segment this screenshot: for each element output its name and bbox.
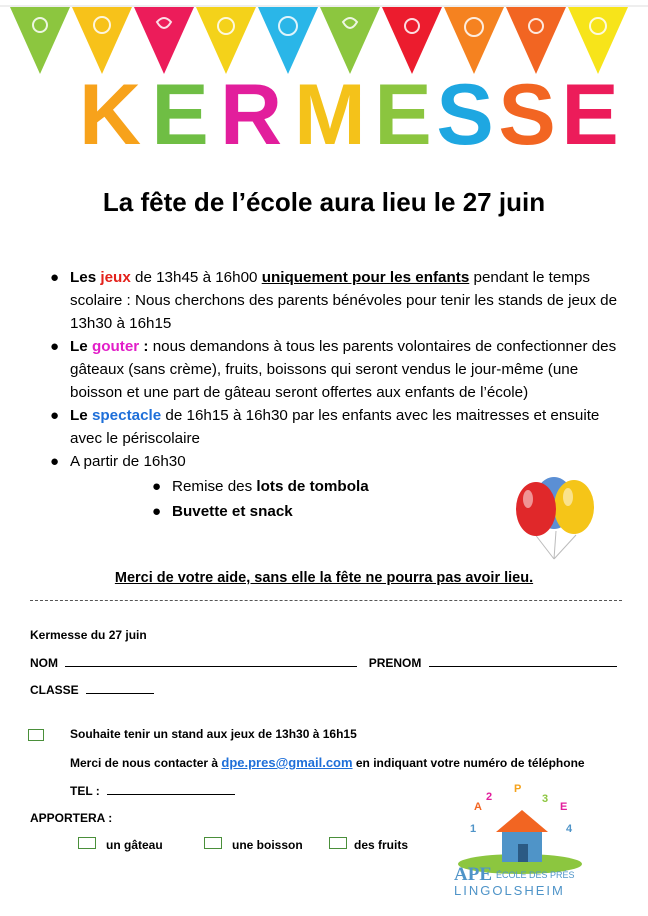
list-item-jeux (48, 266, 628, 335)
bullet-icon: ● (152, 478, 162, 495)
logo-letter: 2 (486, 791, 493, 803)
item-text: nous demandons à tous les parents volontaires de confectionner des gâteaux (sans crème), fruits, boissons qui seront vendus le jour-même (une boisson et une part de gâteau seront offertes aux enfants de l’école) (70, 338, 617, 401)
gateau-label: un gâteau (106, 838, 163, 852)
logo-letter: 3 (542, 793, 549, 805)
cut-line-divider (30, 600, 622, 601)
thanks-message: Merci de votre aide, sans elle la fête ne pourra pas avoir lieu. (114, 570, 534, 586)
nom-prenom-row (30, 655, 630, 670)
apportera-label: APPORTERA : (30, 811, 113, 825)
kermesse-letter-k: K (78, 72, 142, 152)
boisson-label: une boisson (232, 838, 303, 852)
bunting-decoration (0, 0, 648, 82)
item-underlined: uniquement pour les enfants (261, 269, 470, 286)
fruits-checkbox[interactable] (329, 837, 347, 849)
prenom-field[interactable] (429, 655, 617, 667)
logo-town: LINGOLSHEIM (454, 883, 565, 898)
bullet-icon: ● (50, 407, 60, 424)
kermesse-letter-e: E (151, 72, 209, 152)
kermesse-letter-s: S (436, 72, 494, 152)
bullet-icon: ● (50, 269, 60, 286)
logo-letter: P (514, 783, 522, 795)
list-item-apres (48, 450, 628, 473)
sub-item-bold: Buvette et snack (172, 503, 293, 520)
fruits-label: des fruits (354, 838, 409, 852)
contact-prefix: Merci de nous contacter à (70, 756, 222, 770)
item-highlight-jeux: jeux (100, 269, 131, 286)
nom-field[interactable] (65, 655, 357, 667)
item-text: A partir de 16h30 (70, 453, 186, 470)
boisson-checkbox[interactable] (204, 837, 222, 849)
tel-label: TEL : (70, 784, 100, 798)
contact-suffix: en indiquant votre numéro de téléphone (352, 756, 585, 770)
form-heading: Kermesse du 27 juin (30, 628, 147, 642)
kermesse-letter-r: R (219, 72, 283, 152)
bullet-icon: ● (50, 338, 60, 355)
nom-label: NOM (30, 656, 58, 670)
ape-logo (448, 780, 598, 898)
balloons-icon (512, 475, 598, 565)
sub-item-bold: lots de tombola (256, 478, 369, 495)
item-text: pendant le temps scolaire : Nous cherchons des parents bénévoles pour tenir les stands de jeux de 13h30 à 16h15 (70, 269, 618, 332)
logo-letter: E (560, 801, 568, 813)
classe-field[interactable] (86, 682, 154, 694)
item-text: de 13h45 à 16h00 (130, 269, 262, 286)
item-colon: : (139, 338, 149, 355)
stand-checkbox[interactable] (28, 729, 44, 741)
tel-field[interactable] (107, 783, 235, 795)
sub-item-text: Remise des (172, 478, 257, 495)
logo-school: ÉCOLE DES PRÉS (496, 870, 575, 880)
kermesse-letter-m: M (294, 72, 366, 152)
classe-label: CLASSE (30, 683, 79, 697)
page-headline: La fête de l’école aura lieu le 27 juin (102, 187, 546, 217)
item-highlight-spectacle: spectacle (91, 407, 162, 424)
email-link[interactable]: dpe.pres@gmail.com (221, 755, 353, 770)
item-lead: Le (70, 338, 92, 355)
item-highlight-gouter: gouter (91, 338, 140, 355)
kermesse-letter-e3: E (561, 72, 619, 152)
item-lead: Les (70, 269, 101, 286)
classe-row (30, 682, 154, 697)
item-lead: Le (70, 407, 92, 424)
logo-letter: A (474, 801, 482, 813)
list-item-gouter (48, 335, 628, 404)
list-item-spectacle (48, 404, 628, 450)
logo-letter: 4 (566, 823, 573, 835)
bullet-icon: ● (152, 503, 162, 520)
logo-letter: 1 (470, 823, 477, 835)
kermesse-title (0, 72, 648, 152)
tel-row (70, 783, 235, 798)
item-text: de 16h15 à 16h30 par les enfants avec les maitresses et ensuite avec le périscolaire (70, 407, 600, 447)
bullet-icon: ● (50, 453, 60, 470)
prenom-label: PRENOM (368, 656, 422, 670)
kermesse-letter-e2: E (374, 72, 432, 152)
kermesse-letter-s2: S (498, 72, 556, 152)
gateau-checkbox[interactable] (78, 837, 96, 849)
stand-label: Souhaite tenir un stand aux jeux de 13h30 à 16h15 (70, 727, 357, 741)
logo-ape: APE (454, 864, 492, 885)
contact-row (70, 755, 585, 770)
